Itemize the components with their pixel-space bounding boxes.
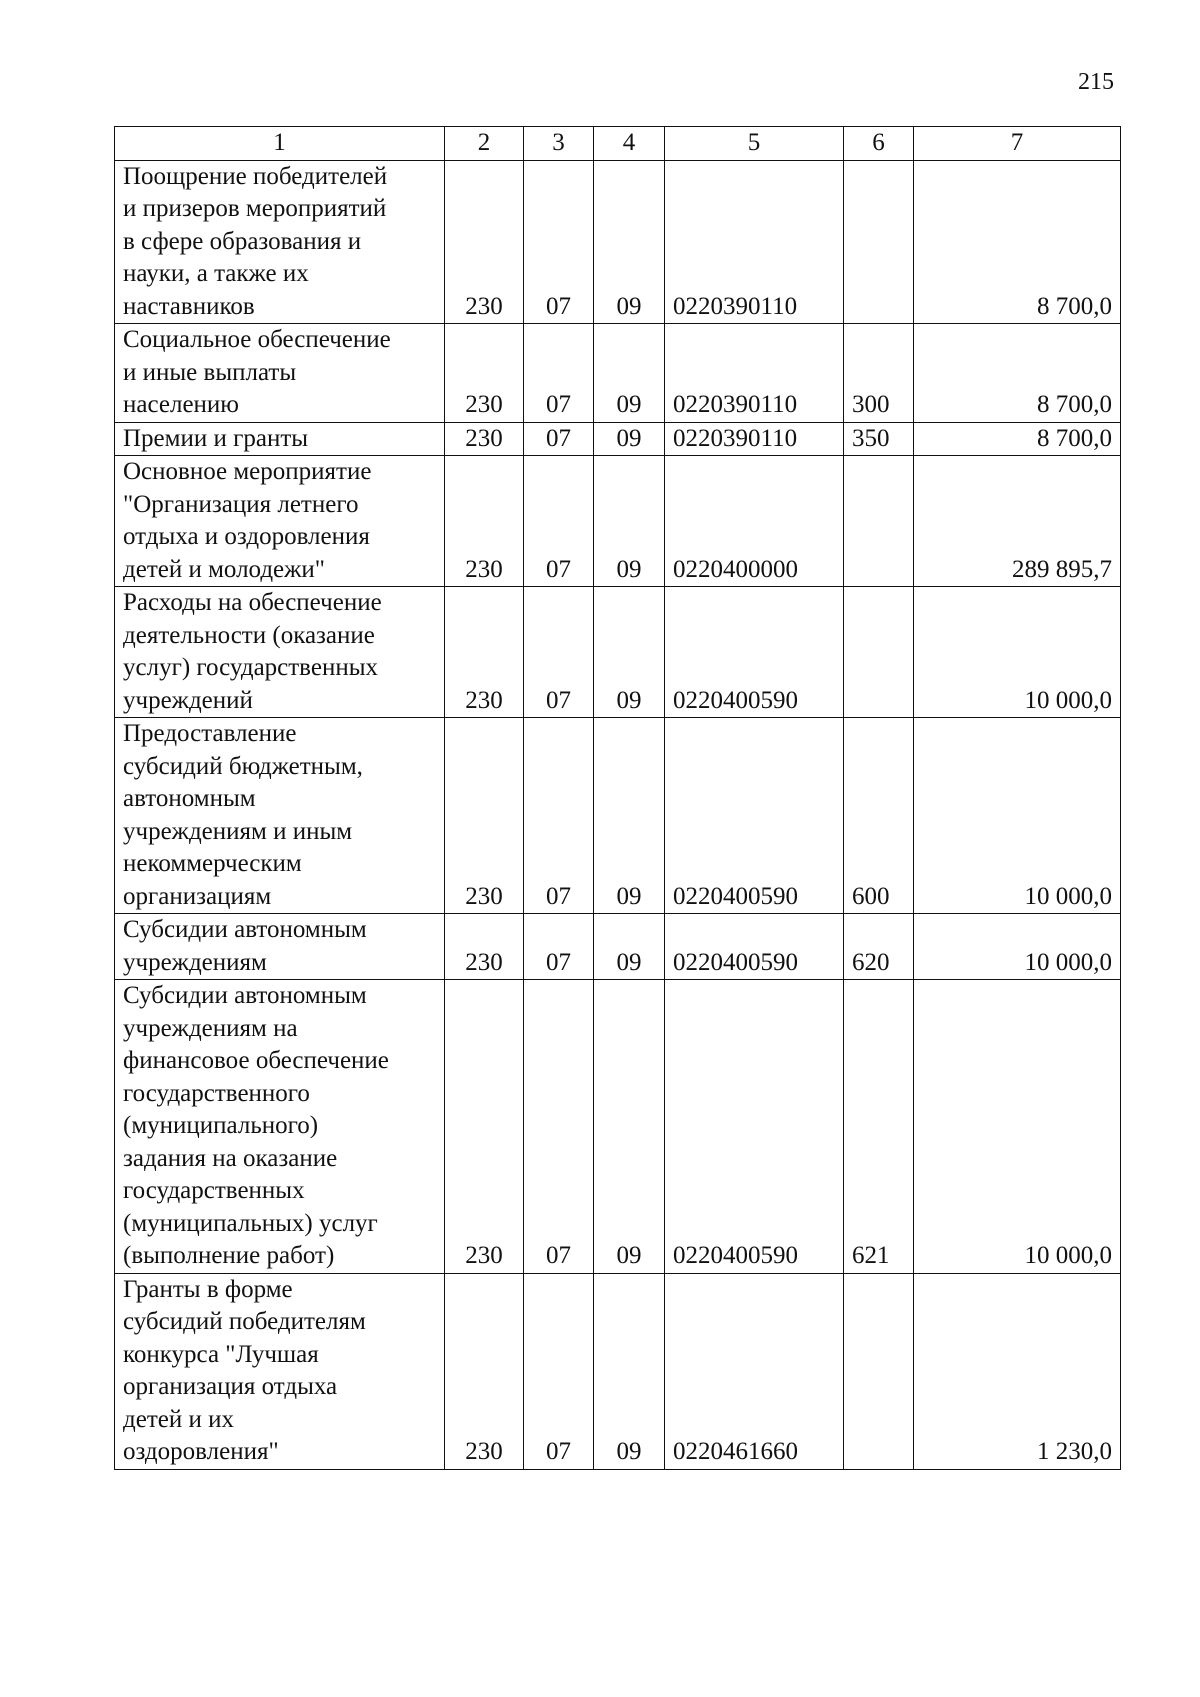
subsection-code: 09 [594, 160, 665, 324]
name-line: населению [123, 391, 239, 418]
ministry-code: 230 [445, 914, 524, 980]
name-line: Поощрение победителей [123, 162, 388, 190]
table-row [115, 422, 1121, 456]
amount: 10 000,0 [914, 718, 1121, 914]
target-article-code: 0220400590 [665, 980, 844, 1274]
section-code: 07 [524, 422, 594, 456]
subsection-code: 09 [594, 1273, 665, 1469]
amount: 8 700,0 [914, 422, 1121, 456]
subsection-code: 09 [594, 324, 665, 423]
name-line: детей и молодежи" [123, 555, 326, 583]
row-name [115, 914, 445, 980]
amount: 10 000,0 [914, 980, 1121, 1274]
subsection-code: 09 [594, 914, 665, 980]
amount: 8 700,0 [914, 160, 1121, 324]
name-line: Социальное обеспечение [123, 326, 391, 353]
target-article-code: 0220461660 [665, 1273, 844, 1469]
target-article-code: 0220390110 [665, 160, 844, 324]
section-code: 07 [524, 718, 594, 914]
section-code: 07 [524, 456, 594, 587]
expense-type-code [844, 587, 914, 718]
section-code: 07 [524, 980, 594, 1274]
expense-type-code [844, 160, 914, 324]
name-line: "Организация летнего [123, 490, 359, 518]
name-line: Субсидии автономным [123, 916, 367, 943]
name-line: финансовое обеспечение [123, 1047, 389, 1074]
header-cell-5: 5 [665, 127, 844, 161]
ministry-code: 230 [445, 456, 524, 587]
expense-type-code: 300 [844, 324, 914, 423]
target-article-code: 0220400000 [665, 456, 844, 587]
name-line: оздоровления" [123, 1438, 279, 1465]
name-line: учреждениям [123, 948, 267, 976]
amount: 1 230,0 [914, 1273, 1121, 1469]
table-row [115, 160, 1121, 324]
name-line: учреждениям на [123, 1014, 298, 1042]
ministry-code: 230 [445, 324, 524, 423]
subsection-code: 09 [594, 587, 665, 718]
name-line: наставников [123, 292, 255, 320]
amount: 289 895,7 [914, 456, 1121, 587]
ministry-code: 230 [445, 1273, 524, 1469]
name-line: (выполнение работ) [123, 1242, 335, 1269]
header-cell-1: 1 [115, 127, 445, 161]
header-row [115, 127, 1121, 161]
name-line: организациям [123, 882, 272, 910]
table-row [115, 980, 1121, 1274]
name-line: (муниципального) [123, 1112, 319, 1139]
table-row [115, 456, 1121, 587]
name-line: (муниципальных) услуг [123, 1209, 378, 1237]
name-line: отдыха и оздоровления [123, 523, 370, 550]
name-line: и иные выплаты [123, 358, 297, 386]
expense-type-code [844, 456, 914, 587]
name-line: и призеров мероприятий [123, 195, 387, 222]
section-code: 07 [524, 160, 594, 324]
section-code: 07 [524, 1273, 594, 1469]
ministry-code: 230 [445, 422, 524, 456]
name-line: Предоставление [123, 720, 297, 747]
ministry-code: 230 [445, 160, 524, 324]
expense-type-code: 620 [844, 914, 914, 980]
name-line: услуг) государственных [123, 654, 378, 681]
table-row [115, 914, 1121, 980]
amount: 10 000,0 [914, 914, 1121, 980]
expense-type-code: 600 [844, 718, 914, 914]
row-name [115, 718, 445, 914]
header-cell-6: 6 [844, 127, 914, 161]
header-cell-2: 2 [445, 127, 524, 161]
amount: 10 000,0 [914, 587, 1121, 718]
name-line: автономным [123, 785, 256, 812]
target-article-code: 0220390110 [665, 324, 844, 423]
table-row [115, 718, 1121, 914]
row-name [115, 1273, 445, 1469]
table-row [115, 1273, 1121, 1469]
row-name [115, 422, 445, 456]
row-name [115, 587, 445, 718]
name-line: государственного [123, 1079, 310, 1107]
expense-type-code: 350 [844, 422, 914, 456]
ministry-code: 230 [445, 587, 524, 718]
ministry-code: 230 [445, 718, 524, 914]
name-line: задания на оказание [123, 1144, 338, 1172]
subsection-code: 09 [594, 422, 665, 456]
section-code: 07 [524, 587, 594, 718]
name-line: детей и их [123, 1405, 234, 1433]
name-line: в сфере образования и [123, 227, 362, 255]
header-cell-7: 7 [914, 127, 1121, 161]
page-number: 215 [1078, 69, 1114, 95]
name-line: учреждений [123, 686, 253, 714]
row-name [115, 980, 445, 1274]
target-article-code: 0220400590 [665, 587, 844, 718]
target-article-code: 0220400590 [665, 718, 844, 914]
name-line: учреждениям и иным [123, 817, 353, 845]
subsection-code: 09 [594, 980, 665, 1274]
row-name [115, 160, 445, 324]
expense-type-code: 621 [844, 980, 914, 1274]
section-code: 07 [524, 914, 594, 980]
name-line: деятельности (оказание [123, 621, 375, 649]
amount: 8 700,0 [914, 324, 1121, 423]
target-article-code: 0220390110 [665, 422, 844, 456]
expense-type-code [844, 1273, 914, 1469]
name-line: организация отдыха [123, 1373, 338, 1400]
table-row [115, 587, 1121, 718]
header-cell-3: 3 [524, 127, 594, 161]
name-line: субсидий победителям [123, 1308, 366, 1335]
name-line: Основное мероприятие [123, 458, 372, 485]
ministry-code: 230 [445, 980, 524, 1274]
name-line: Расходы на обеспечение [123, 589, 382, 616]
row-name [115, 456, 445, 587]
name-line: Премии и гранты [123, 424, 309, 452]
budget-table [114, 126, 1121, 1470]
row-name [115, 324, 445, 423]
target-article-code: 0220400590 [665, 914, 844, 980]
name-line: конкурса "Лучшая [123, 1340, 319, 1368]
name-line: государственных [123, 1177, 305, 1204]
name-line: Гранты в форме [123, 1275, 293, 1303]
subsection-code: 09 [594, 456, 665, 587]
name-line: некоммерческим [123, 850, 302, 877]
table-row [115, 324, 1121, 423]
header-cell-4: 4 [594, 127, 665, 161]
section-code: 07 [524, 324, 594, 423]
name-line: субсидий бюджетным, [123, 752, 363, 780]
subsection-code: 09 [594, 718, 665, 914]
name-line: науки, а также их [123, 260, 309, 287]
name-line: Субсидии автономным [123, 982, 367, 1009]
